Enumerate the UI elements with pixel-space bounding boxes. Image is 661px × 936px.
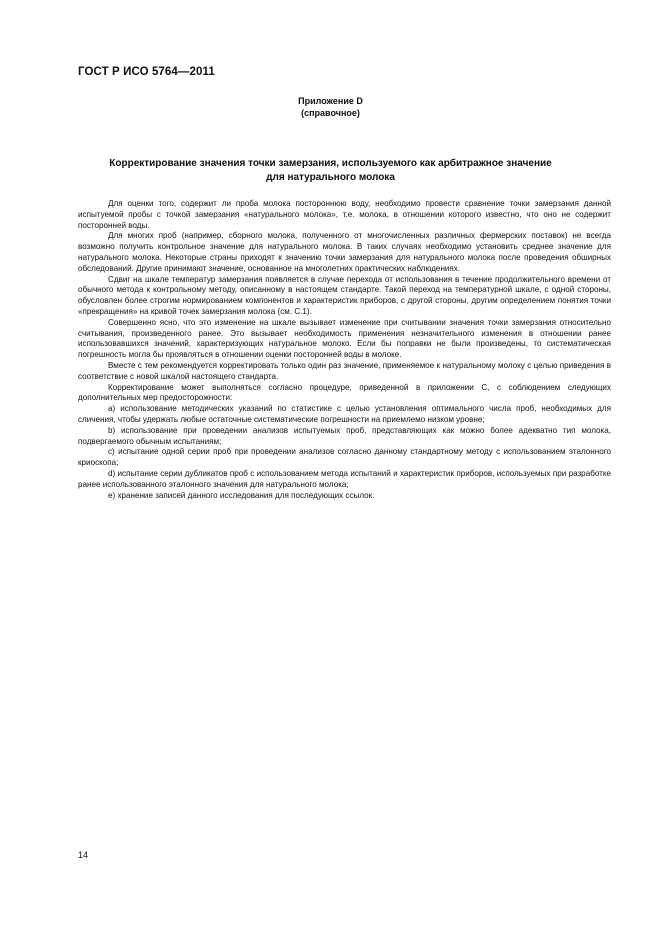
document-body [78, 199, 611, 501]
body-paragraph: Корректирование может выполняться согласно процедуре, приведенной в приложении С, с соблюдением следующих дополнительных мер предосторожности: [78, 382, 611, 403]
list-item-c: с) испытание одной серии проб при проведении анализов согласно данному стандартному методу с использованием эталонного криоскопа; [78, 447, 611, 468]
body-paragraph: Для многих проб (например, сборного молока, полученного от многочисленных различных фермерских поставок) не всегда возможно получить контрольное значение для натурального молока. В таких случаях необходимо установить среднее значение для натурального молока. Некоторые страны приходят к значению точки замерзания для натурального молока после проведения обширных обследований. Другие принимают значение, основанное на многолетних практических наблюдениях. [78, 231, 611, 273]
list-item-a: а) использование методических указаний по статистике с целью установления оптимального числа проб, необходимых для сличения, чтобы удержать любые остаточные систематические погрешности на приемлемо низком уровне; [78, 404, 611, 424]
document-header: ГОСТ Р ИСО 5764—2011 [78, 66, 215, 78]
page-number: 14 [78, 850, 89, 860]
annex-heading [0, 95, 661, 119]
body-paragraph: Совершенно ясно, что это изменение на шкале вызывает изменение при считывании значения точки замерзания относительно считывания, произведенного ранее. Это вызывает необходимость применения незначительного изменения в отношении ранее использовавшихся значений, характеризующих натуральное молоко. Если бы поправки не были произведены, то систематическая погрешность могла бы проявляться в отношении оценки посторонней воды в молоке. [78, 317, 611, 360]
body-paragraph: Для оценки того, содержит ли проба молока постороннюю воду, необходимо провести сравнение точки замерзания данной испытуемой пробы с точкой замерзания «натурального молока», т.е. молока, в отношении которого известно, что оно не содержит посторонней воды. [78, 199, 611, 230]
body-paragraph: Сдвиг на шкале температур замерзания появляется в случае перехода от использования в течение продолжительного времени от обычного метода к контрольному методу, описанному в настоящем стандарте. Такой переход на температурной шкале, с одной стороны, обусловлен более строгим нормированием компонентов и характеристик приборов, с другой стороны, другим определением понятия точки «прекращения» на кривой точек замерзания молока (см. С.1). [78, 274, 611, 316]
body-paragraph: Вместе с тем рекомендуется корректировать только один раз значение, применяемое к натуральному молоку с целью приведения в соответствие с новой шкалой настоящего стандарта. [78, 360, 611, 381]
list-item-e: е) хранение записей данного исследования для последующих ссылок. [108, 490, 375, 500]
annex-label: Приложение D [298, 96, 363, 106]
annex-title-line-1: Корректирование значения точки замерзания, используемого как арбитражное значение [109, 158, 552, 169]
annex-title-line-2: для натурального молока [266, 172, 395, 183]
annex-title [90, 157, 571, 185]
annex-type: (справочное) [301, 108, 360, 118]
list-item-d: d) испытание серии дубликатов проб с использованием метода испытаний и характеристик приборов, используемых при разработке ранее использованного эталонного значения для натурального молока; [78, 468, 611, 489]
list-item-b: b) использование при проведении анализов испытуемых проб, представляющих как можно более адекватно тип молока, подвергаемого обычным испытаниям; [78, 425, 611, 446]
